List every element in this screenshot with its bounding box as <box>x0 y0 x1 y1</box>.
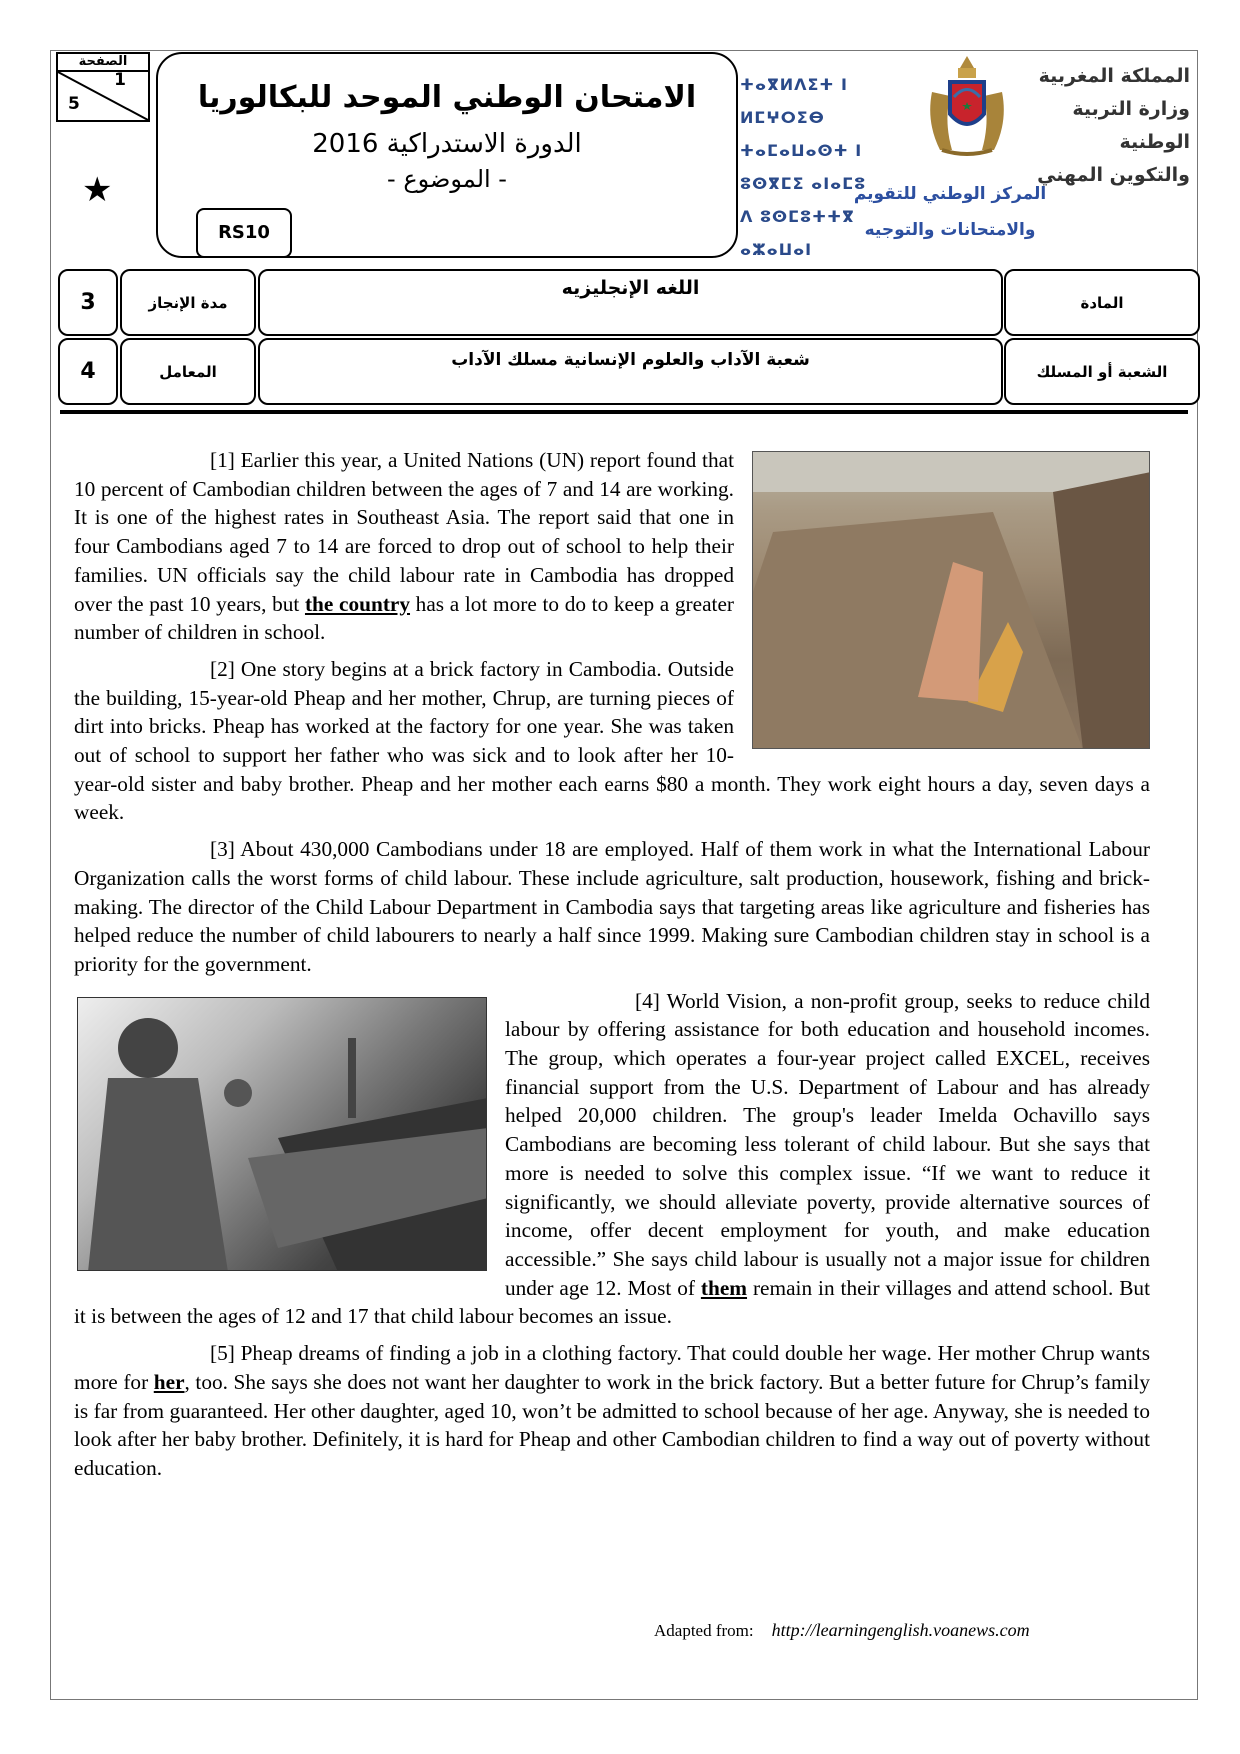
underlined-reference: the country <box>304 591 411 616</box>
coefficient-value: 4 <box>58 338 118 405</box>
tifinagh-line: ⵜⴰⴳⵍⴷⵉⵜ ⵏ ⵍⵎⵖⵔⵉⴱ <box>740 75 848 127</box>
track-value: شعبة الآداب والعلوم الإنسانية مسلك الآداب <box>258 338 1003 405</box>
paragraph-3: [3] About 430,000 Cambodians under 18 are employed. Half of them work in what the International Labour Organization calls the worst forms of child labour. These include agriculture, salt production, housework, fishing and brick-making. The director of the Child Labour Department in Cambodia says that targeting areas like agriculture and fisheries has helped reduce the number of child labourers to nearly a half since 1999. Making sure Cambodian children stay in school is a priority for the government. <box>74 837 1150 976</box>
brick-factory-photo <box>752 451 1150 749</box>
session: الدورة الاستدراكية 2016 <box>312 129 582 159</box>
duration-value: 3 <box>58 269 118 336</box>
exam-title: الامتحان الوطني الموحد للبكالوريا <box>197 80 697 115</box>
star-icon: ★ <box>82 172 113 209</box>
page-current: 1 <box>114 70 126 90</box>
tifinagh-line: ⵜⴰⵎⴰⵡⴰⵙⵜ ⵏ ⵓⵙⴳⵎⵉ ⴰⵏⴰⵎⵓ <box>740 141 867 193</box>
source-label: Adapted from: <box>654 1621 754 1640</box>
center-line: والامتحانات والتوجيه <box>864 220 1036 240</box>
article <box>74 446 1150 1491</box>
page-number-box <box>56 52 150 122</box>
exam-code: RS10 <box>196 208 292 258</box>
evaluation-center-name <box>850 176 1050 248</box>
child-labour-photo <box>77 997 487 1271</box>
children-bricks-illustration <box>78 998 487 1271</box>
paragraph-2: [2] One story begins at a brick factory in Cambodia. Outside the building, 15-year-old Pheap and her mother, Chrup, are turning pieces of dirt into bricks. Pheap has worked at the factory for one year. She was taken out of school to support her father who was sick and to look after her 10-year-old sister and baby brother. Pheap and her mother each earns $80 a month. They work eight hours a day, seven days a week. <box>74 656 1150 825</box>
coefficient-label: المعامل <box>120 338 256 405</box>
subject-label: - الموضوع - <box>387 165 507 193</box>
track-label: الشعبة أو المسلك <box>1004 338 1200 405</box>
center-line: المركز الوطني للتقويم <box>853 184 1047 204</box>
kingdom-line: المملكة المغربية <box>1038 65 1190 87</box>
brick-rows-illustration <box>753 452 1150 749</box>
paragraph-4: [4] World Vision, a non-profit group, seeks to reduce child labour by offering assistance for both education and household incomes. The group, which operates a four-year project called EXCEL, receives financial support from the U.S. Department of Labour and has already helped 20,000 children. The group's leader Imelda Ochavillo says Cambodians are becoming less tolerant of child labour. But she says that more is needed to solve this complex issue. “If we want to reduce it significantly, we should alleviate poverty, provide alternative sources of income, offer decent employment for youth, and make education accessible.” She says child labour is usually not a major issue for children under age 12. Most of them remain in their villages and attend school. But it is between the ages of 12 and 17 that child labour becomes an issue. <box>74 988 1150 1329</box>
underlined-reference: them <box>700 1275 748 1300</box>
ministry-name <box>1010 60 1190 192</box>
source-citation <box>654 1620 1030 1641</box>
subject-value: اللغه الإنجليزيه <box>258 269 1003 336</box>
duration-label: مدة الإنجاز <box>120 269 256 336</box>
ministry-line: وزارة التربية الوطنية <box>1072 98 1190 153</box>
subject-label: المادة <box>1004 269 1200 336</box>
underlined-reference: her <box>153 1369 185 1394</box>
paragraph-1: [1] Earlier this year, a United Nations (UN) report found that 10 percent of Cambodian children between the ages of 7 and 14 are working. It is one of the highest rates in Southeast Asia. The report said that one in four Cambodians aged 7 to 14 are forced to drop out of school to help their families. UN officials say the child labour rate in Cambodia has dropped over the past 10 years, but the country has a lot more to do to keep a greater number of children in school. <box>74 448 734 645</box>
source-url: http://learningenglish.voanews.com <box>771 1620 1030 1640</box>
ministry-line: والتكوين المهني <box>1037 164 1190 186</box>
paragraph-5: [5] Pheap dreams of finding a job in a clothing factory. That could double her wage. Her mother Chrup wants more for her, too. She says she does not want her daughter to work in the brick factory. But a better future for Chrup’s family is far from guaranteed. Her other daughter, aged 10, won’t be admitted to school because of her age. Anyway, she is needed to look after her baby brother. Definitely, it is hard for Pheap and other Cambodian children to find a way out of poverty without education. <box>74 1341 1150 1480</box>
page-label: الصفحة <box>58 54 148 72</box>
coat-of-arms-icon <box>922 52 1012 160</box>
page-total: 5 <box>68 94 80 114</box>
tifinagh-line: ⴷ ⵓⵙⵎⵓⵜⵜⴳ ⴰⵣⴰⵡⴰⵏ <box>740 207 855 259</box>
header-divider <box>60 410 1188 414</box>
